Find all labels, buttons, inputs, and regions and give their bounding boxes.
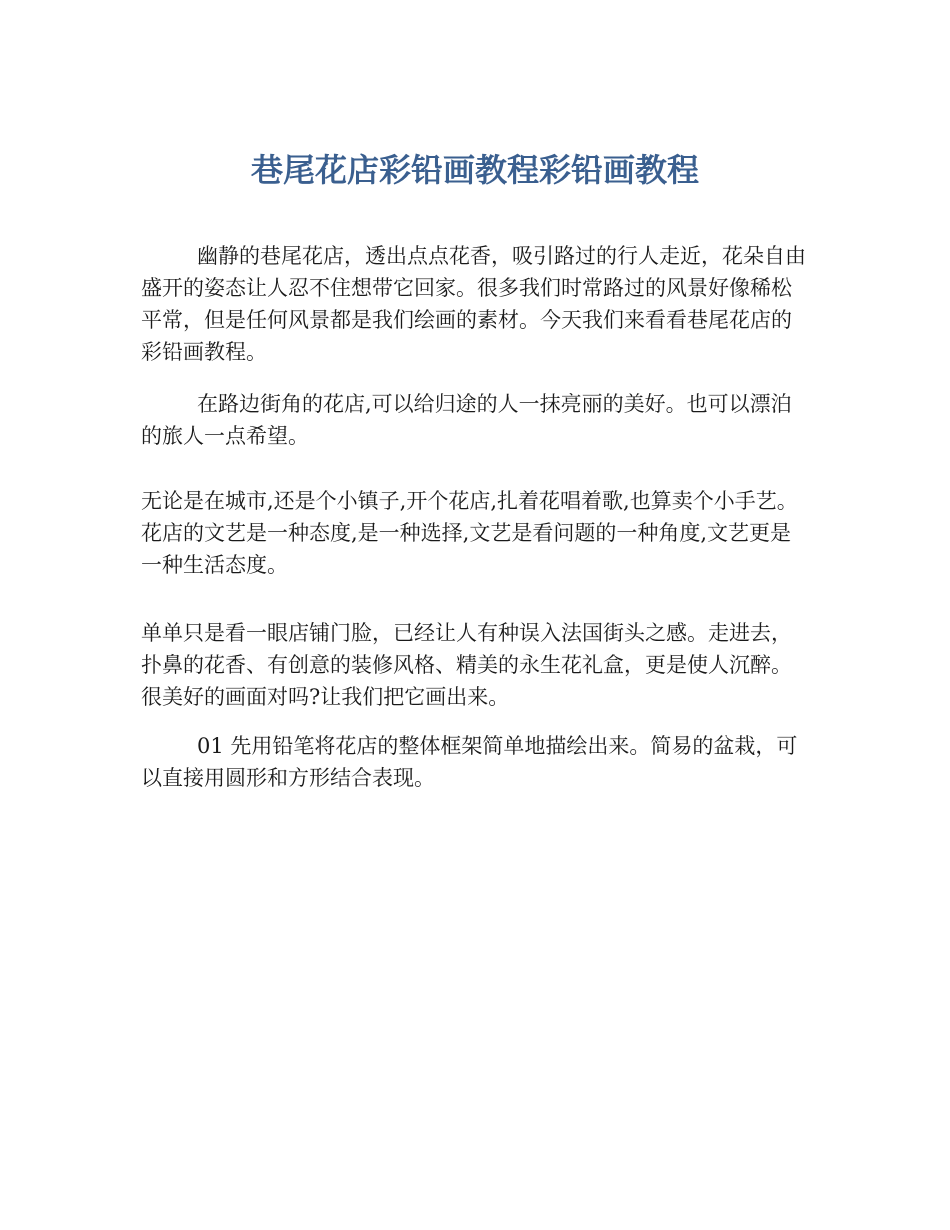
paragraph-step-01: 01 先用铅笔将花店的整体框架简单地描绘出来。简易的盆栽，可以直接用圆形和方形结合表现。 [141, 734, 798, 790]
paragraph-intro: 幽静的巷尾花店，透出点点花香，吸引路过的行人走近，花朵自由盛开的姿态让人忍不住想带它回家。很多我们时常路过的风景好像稀松平常，但是任何风景都是我们绘画的素材。今天我们来看看巷尾花店的彩铅画教程。 [141, 244, 806, 364]
paragraph-town-shop: 无论是在城市,还是个小镇子,开个花店,扎着花唱着歌,也算卖个小手艺。花店的文艺是一种态度,是一种选择,文艺是看问题的一种角度,文艺更是一种生活态度。 [141, 489, 798, 577]
paragraph-street-corner: 在路边街角的花店,可以给归途的人一抹亮丽的美好。也可以漂泊的旅人一点希望。 [141, 392, 792, 448]
document-title: 巷尾花店彩铅画教程彩铅画教程 [250, 151, 699, 189]
paragraph-storefront: 单单只是看一眼店铺门脸，已经让人有种误入法国街头之感。走进去，扑鼻的花香、有创意的装修风格、精美的永生花礼盒，更是使人沉醉。很美好的画面对吗?让我们把它画出来。 [141, 621, 792, 709]
